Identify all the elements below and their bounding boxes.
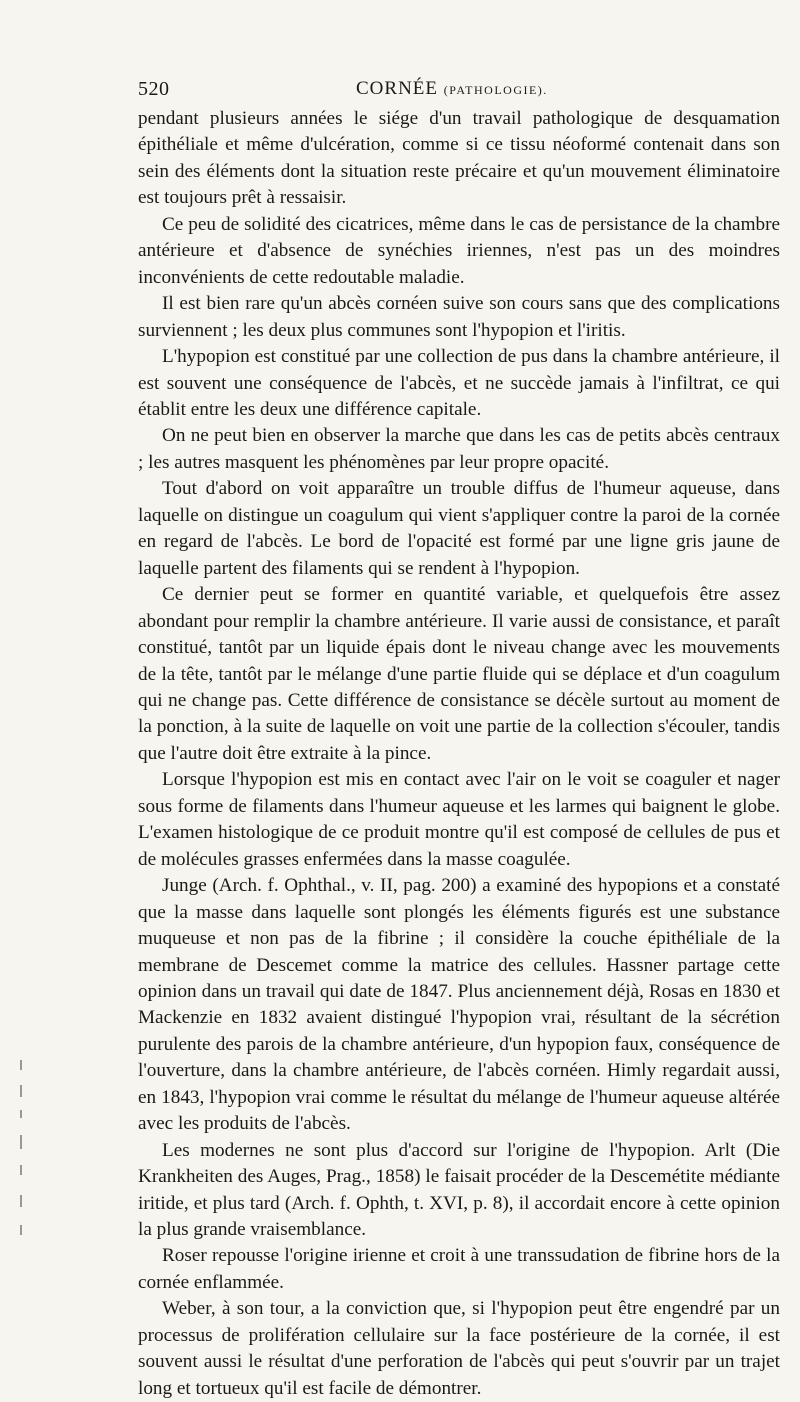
page-number: 520: [138, 78, 170, 100]
paragraph: Lorsque l'hypopion est mis en contact avec l'air on le voit se coaguler et nager sous forme de filaments dans l'humeur aqueuse et les larmes qui baignent le globe. L'examen histologique de ce produit montre qu'il est composé de cellules de pus et de molécules grasses enfermées dans la masse coagulée.: [138, 769, 780, 870]
scan-mark: [20, 1225, 22, 1235]
paragraph: Il est bien rare qu'un abcès cornéen suive son cours sans que des complications surviennent ; les deux plus communes sont l'hypopion et l'iritis.: [138, 293, 780, 341]
scan-mark: [20, 1085, 22, 1097]
paragraph: Ce peu de solidité des cicatrices, même dans le cas de persistance de la chambre antérieure et d'absence de synéchies iriennes, n'est pas un des moindres inconvénients de cette redoutable maladie.: [138, 213, 780, 288]
paragraph: On ne peut bien en observer la marche que dans les cas de petits abcès centraux ; les autres masquent les phénomènes par leur propre opacité.: [138, 425, 780, 473]
paragraph: Weber, à son tour, a la conviction que, si l'hypopion peut être engendré par un processus de prolifération cellulaire sur la face postérieure de la cornée, il est souvent aussi le résultat d'une perforation de l'abcès qui peut s'ouvrir par un trajet long et tortueux qu'il est facile de démontrer.: [138, 1298, 780, 1399]
body-text: [138, 106, 780, 1402]
paragraph: L'hypopion est constitué par une collection de pus dans la chambre antérieure, il est souvent une conséquence de l'abcès, et ne succède jamais à l'infiltrat, ce qui établit entre les deux une différence capitale.: [138, 346, 780, 420]
margin-scan-marks: [0, 1040, 30, 1260]
paragraph: pendant plusieurs années le siége d'un travail pathologique de desquamation épithéliale et même d'ulcération, comme si ce tissu néoformé contenait dans son sein des éléments dont la situation reste précaire et qu'un mouvement éliminatoire est toujours prêt à ressaisir.: [138, 108, 780, 209]
running-title-main: CORNÉE: [356, 78, 438, 99]
running-title: [356, 78, 548, 100]
paragraph: Tout d'abord on voit apparaître un trouble diffus de l'humeur aqueuse, dans laquelle on distingue un coagulum qui vient s'appliquer contre la paroi de la cornée en regard de l'abcès. Le bord de l'opacité est formé par une ligne gris jaune de laquelle partent des filaments qui se rendent à l'hypopion.: [138, 478, 780, 579]
scan-mark: [20, 1110, 22, 1118]
scan-mark: [20, 1165, 22, 1175]
paragraph: Junge (Arch. f. Ophthal., v. II, pag. 200) a examiné des hypopions et a constaté que la masse dans laquelle sont plongés les éléments figurés est une substance muqueuse et non pas de la fibrine ; il considère la couche épithéliale de la membrane de Descemet comme la matrice des cellules. Hassner partage cette opinion dans un travail qui date de 1847. Plus anciennement déjà, Rosas en 1830 et Mackenzie en 1832 avaient distingué l'hypopion vrai, résultant de la sécrétion purulente des parois de la chambre antérieure, d'un hypopion faux, conséquence de l'ouverture, dans la chambre antérieure, de l'abcès cornéen. Himly regardait aussi, en 1843, l'hypopion vrai comme le résultat du mélange de l'humeur aqueuse altérée avec les produits de l'abcès.: [138, 875, 780, 1135]
paragraph: Roser repousse l'origine irienne et croit à une transsudation de fibrine hors de la cornée enflammée.: [138, 1245, 780, 1293]
running-header: [138, 74, 780, 104]
running-title-sub: (PATHOLOGIE).: [443, 83, 548, 97]
paragraph: Ce dernier peut se former en quantité variable, et quelquefois être assez abondant pour remplir la chambre antérieure. Il varie aussi de consistance, et paraît constitué, tantôt par un liquide épais dont le niveau change avec les mouvements de la tête, tantôt par le mélange d'une partie fluide qui se déplace et d'un coagulum qui ne change pas. Cette différence de consistance se décèle surtout au moment de la ponction, à la suite de laquelle on voit une partie de la collection s'écouler, tandis que l'autre doit être extraite à la pince.: [138, 584, 780, 764]
scan-mark: [20, 1135, 22, 1149]
scan-mark: [20, 1195, 22, 1207]
paragraph: Les modernes ne sont plus d'accord sur l'origine de l'hypopion. Arlt (Die Krankheiten des Auges, Prag., 1858) le faisait procéder de la Descemétite médiante iritide, et plus tard (Arch. f. Ophth, t. XVI, p. 8), il accordait encore à cette opinion la plus grande vraisemblance.: [138, 1139, 780, 1241]
scan-mark: [20, 1060, 22, 1070]
